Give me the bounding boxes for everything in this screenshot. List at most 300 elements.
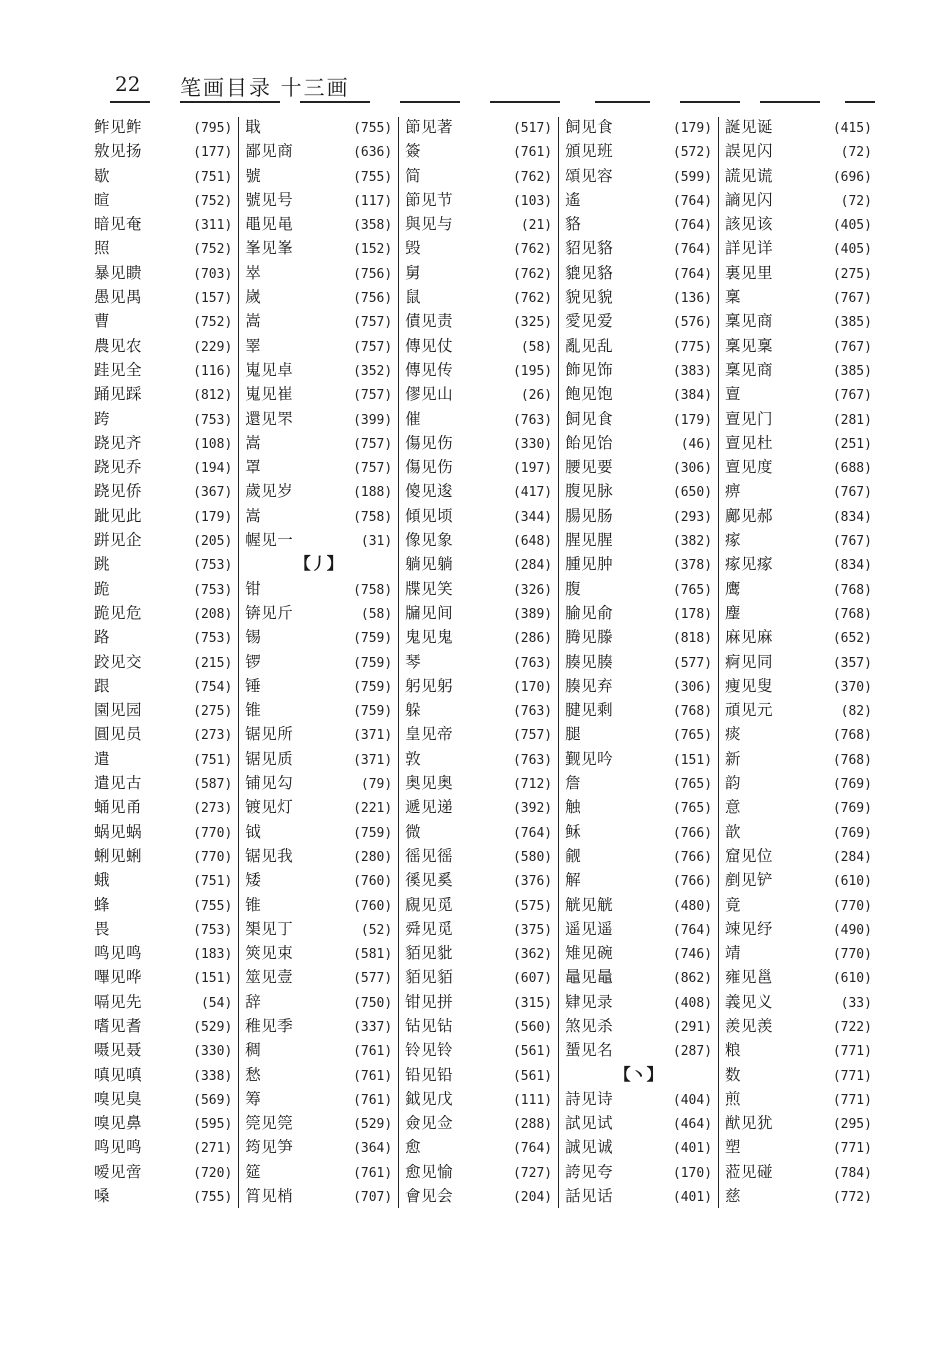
entry-page-ref: (271) — [193, 1141, 233, 1157]
index-entry — [92, 601, 238, 625]
entry-character: 筹 — [245, 1089, 262, 1108]
index-entry — [399, 139, 558, 163]
entry-page-ref: (764) — [672, 193, 713, 209]
index-entry — [92, 382, 238, 406]
entry-character: 鸣见鸣 — [94, 1138, 143, 1157]
entry-page-ref: (170) — [672, 1165, 713, 1181]
index-entry — [719, 747, 878, 771]
index-entry — [92, 1063, 238, 1087]
entry-character: 與见与 — [405, 215, 454, 234]
entry-page-ref: (757) — [353, 315, 393, 331]
entry-page-ref: (766) — [672, 825, 713, 841]
entry-character: 裏见里 — [725, 263, 774, 282]
entry-character: 亶见杜 — [725, 433, 774, 452]
index-entry — [719, 577, 878, 601]
index-entry — [399, 577, 558, 601]
entry-character: 謊见谎 — [725, 166, 774, 185]
entry-character: 鬼见鬼 — [405, 628, 454, 647]
entry-page-ref: (560) — [512, 1019, 553, 1035]
entry-page-ref: (367) — [193, 485, 233, 501]
index-entry — [399, 358, 558, 382]
index-entry — [92, 674, 238, 698]
entry-page-ref: (151) — [193, 971, 233, 987]
entry-page-ref: (58) — [360, 606, 393, 622]
index-entry — [92, 1160, 238, 1184]
entry-character: 嵩 — [245, 506, 262, 525]
entry-character: 傷见伤 — [405, 433, 454, 452]
entry-character: 貉 — [565, 215, 582, 234]
entry-character: 嗝见先 — [94, 992, 143, 1011]
entry-page-ref: (337) — [353, 1019, 393, 1035]
index-entry — [719, 1135, 878, 1159]
entry-page-ref: (281) — [832, 412, 872, 428]
entry-character: 锡 — [245, 628, 262, 647]
index-entry — [239, 1014, 398, 1038]
index-entry — [92, 504, 238, 528]
entry-page-ref: (375) — [512, 922, 553, 938]
entry-page-ref: (136) — [672, 291, 713, 307]
index-entry — [559, 261, 718, 285]
entry-page-ref: (771) — [832, 1044, 872, 1060]
index-entry — [239, 1063, 398, 1087]
entry-character: 解 — [565, 871, 582, 890]
entry-character: 筲见梢 — [245, 1187, 294, 1206]
entry-character: 触 — [565, 798, 582, 817]
index-entry — [399, 1014, 558, 1038]
entry-page-ref: (757) — [353, 436, 393, 452]
index-entry — [559, 334, 718, 358]
entry-character: 峯见峯 — [245, 239, 294, 258]
index-entry — [719, 1160, 878, 1184]
header-title: 笔画目录 十三画 — [180, 76, 350, 100]
entry-character: 飾见饰 — [565, 360, 614, 379]
index-entry — [559, 795, 718, 819]
index-entry — [719, 674, 878, 698]
entry-character: 瘃 — [725, 531, 742, 550]
entry-character: 敫见扬 — [94, 142, 143, 161]
entry-page-ref: (753) — [193, 922, 233, 938]
index-entry — [239, 285, 398, 309]
entry-character: 舅 — [405, 263, 422, 282]
entry-page-ref: (767) — [832, 534, 872, 550]
index-entry — [559, 917, 718, 941]
index-entry — [239, 528, 398, 552]
index-entry — [719, 722, 878, 746]
entry-page-ref: (720) — [193, 1165, 233, 1181]
index-entry — [239, 407, 398, 431]
index-entry — [239, 625, 398, 649]
index-entry — [559, 650, 718, 674]
entry-page-ref: (401) — [672, 1141, 713, 1157]
entry-page-ref: (399) — [353, 412, 393, 428]
entry-page-ref: (371) — [353, 728, 393, 744]
index-entry — [719, 1038, 878, 1062]
entry-character: 鄙见商 — [245, 142, 294, 161]
index-entry — [719, 479, 878, 503]
entry-page-ref: (761) — [353, 1165, 393, 1181]
entry-character: 简 — [405, 166, 422, 185]
entry-character: 亂见乱 — [565, 336, 614, 355]
index-entry — [719, 1087, 878, 1111]
entry-character: 誇见夸 — [565, 1162, 614, 1181]
entry-page-ref: (703) — [193, 266, 233, 282]
entry-page-ref: (117) — [353, 193, 393, 209]
index-entry — [399, 115, 558, 139]
index-entry — [719, 236, 878, 260]
entry-character: 雉见碗 — [565, 944, 614, 963]
entry-page-ref: (326) — [512, 582, 553, 598]
entry-character: 麈 — [725, 603, 742, 622]
index-entry — [399, 455, 558, 479]
entry-character: 頒见班 — [565, 142, 614, 161]
entry-character: 肄见录 — [565, 992, 614, 1011]
entry-page-ref: (760) — [353, 898, 393, 914]
entry-page-ref: (404) — [672, 1092, 713, 1108]
index-entry — [719, 455, 878, 479]
entry-character: 皇见帝 — [405, 725, 454, 744]
entry-page-ref: (54) — [200, 995, 233, 1011]
entry-character: 慈 — [725, 1187, 742, 1206]
entry-character: 琴 — [405, 652, 422, 671]
index-entry — [559, 455, 718, 479]
entry-page-ref: (82) — [840, 704, 872, 720]
entry-character: 觎 — [565, 846, 582, 865]
index-entry — [239, 382, 398, 406]
entry-character: 奥见奥 — [405, 774, 454, 793]
header-rule-segment — [300, 101, 370, 103]
entry-character: 韵 — [725, 774, 742, 793]
entry-page-ref: (325) — [512, 315, 553, 331]
index-entry — [92, 577, 238, 601]
entry-character: 鲊见鲊 — [94, 118, 143, 136]
index-entry — [239, 139, 398, 163]
index-column-1 — [92, 115, 238, 1210]
entry-character: 筵 — [245, 1162, 262, 1181]
index-entry — [239, 601, 398, 625]
entry-character: 嗶见哗 — [94, 968, 143, 987]
index-entry — [719, 504, 878, 528]
entry-character: 徭见徭 — [405, 846, 454, 865]
entry-page-ref: (754) — [193, 679, 233, 695]
entry-character: 崒 — [245, 263, 262, 282]
entry-character: 腠见弃 — [565, 676, 614, 695]
entry-character: 嗳见啻 — [94, 1162, 143, 1181]
entry-character: 铺见勾 — [245, 774, 294, 793]
entry-character: 鹰 — [725, 579, 742, 598]
entry-character: 跷见侨 — [94, 482, 143, 501]
entry-character: 嵗 — [245, 288, 262, 307]
index-entry — [92, 431, 238, 455]
entry-page-ref: (306) — [672, 461, 713, 477]
index-entry — [559, 285, 718, 309]
index-entry — [92, 1038, 238, 1062]
header-rule-segment — [490, 101, 560, 103]
entry-page-ref: (151) — [672, 752, 713, 768]
entry-page-ref: (765) — [672, 582, 713, 598]
index-column-2 — [239, 115, 398, 1210]
entry-page-ref: (766) — [672, 849, 713, 865]
index-entry — [559, 1184, 718, 1208]
index-entry — [92, 1135, 238, 1159]
entry-page-ref: (401) — [672, 1190, 713, 1206]
entry-page-ref: (753) — [193, 631, 233, 647]
index-entry — [559, 358, 718, 382]
entry-page-ref: (357) — [832, 655, 872, 671]
index-entry — [399, 1063, 558, 1087]
index-entry — [399, 795, 558, 819]
entry-character: 傾见顷 — [405, 506, 454, 525]
entry-page-ref: (770) — [832, 898, 872, 914]
entry-character: 誠见诚 — [565, 1138, 614, 1157]
index-entry — [239, 965, 398, 989]
entry-character: 義见义 — [725, 992, 774, 1011]
entry-page-ref: (575) — [512, 898, 553, 914]
index-entry — [719, 358, 878, 382]
index-entry — [559, 139, 718, 163]
entry-page-ref: (280) — [353, 849, 393, 865]
index-entry — [239, 164, 398, 188]
entry-character: 钺 — [245, 822, 262, 841]
entry-character: 筠见笋 — [245, 1138, 294, 1157]
entry-character: 辞 — [245, 992, 262, 1011]
entry-page-ref: (767) — [832, 291, 872, 307]
entry-page-ref: (761) — [353, 1068, 393, 1084]
entry-character: 僇见山 — [405, 385, 454, 404]
index-entry — [92, 552, 238, 576]
entry-character: 榘见丁 — [245, 919, 294, 938]
index-entry — [399, 504, 558, 528]
index-entry — [719, 601, 878, 625]
index-entry — [92, 965, 238, 989]
entry-page-ref: (696) — [832, 169, 872, 185]
index-entry — [92, 625, 238, 649]
entry-character: 窟见位 — [725, 846, 774, 865]
index-entry — [399, 698, 558, 722]
index-entry — [559, 625, 718, 649]
entry-character: 踊见踩 — [94, 385, 143, 404]
index-entry — [399, 407, 558, 431]
index-entry — [239, 358, 398, 382]
entry-page-ref: (315) — [512, 995, 553, 1011]
index-entry — [399, 552, 558, 576]
entry-character: 曹 — [94, 312, 111, 331]
entry-page-ref: (382) — [672, 534, 713, 550]
index-entry — [559, 722, 718, 746]
entry-page-ref: (205) — [193, 534, 233, 550]
index-entry — [719, 407, 878, 431]
index-entry — [559, 747, 718, 771]
entry-page-ref: (384) — [672, 388, 713, 404]
index-entry — [559, 674, 718, 698]
entry-page-ref: (818) — [672, 631, 713, 647]
index-entry — [719, 212, 878, 236]
index-entry — [399, 941, 558, 965]
entry-page-ref: (116) — [193, 363, 233, 379]
index-entry — [559, 1160, 718, 1184]
index-entry — [92, 698, 238, 722]
entry-page-ref: (752) — [193, 242, 233, 258]
entry-character: 嗅见臭 — [94, 1089, 143, 1108]
entry-page-ref: (752) — [193, 193, 233, 209]
entry-character: 鼂见鼂 — [565, 968, 614, 987]
index-entry — [559, 1014, 718, 1038]
entry-character: 亶见度 — [725, 458, 774, 477]
entry-page-ref: (577) — [672, 655, 713, 671]
index-entry — [559, 212, 718, 236]
entry-character: 愈 — [405, 1138, 422, 1157]
entry-character: 铅见铅 — [405, 1065, 454, 1084]
entry-page-ref: (103) — [512, 193, 553, 209]
index-entry — [399, 747, 558, 771]
index-entry — [719, 115, 878, 139]
entry-page-ref: (108) — [193, 436, 233, 452]
entry-character: 锣 — [245, 652, 262, 671]
entry-page-ref: (769) — [832, 777, 872, 793]
entry-page-ref: (572) — [672, 145, 713, 161]
index-entry — [239, 698, 398, 722]
entry-character: 意 — [725, 798, 742, 817]
index-entry — [92, 650, 238, 674]
index-entry — [719, 309, 878, 333]
index-entry — [719, 625, 878, 649]
entry-page-ref: (358) — [353, 218, 393, 234]
entry-page-ref: (757) — [353, 388, 393, 404]
index-column-3 — [399, 115, 558, 1210]
index-entry — [399, 965, 558, 989]
entry-character: 塑 — [725, 1138, 742, 1157]
entry-character: 煎 — [725, 1089, 742, 1108]
entry-page-ref: (762) — [512, 291, 553, 307]
index-entry — [239, 990, 398, 1014]
entry-character: 遥见遥 — [565, 919, 614, 938]
entry-character: 像见象 — [405, 531, 454, 550]
entry-character: 詩见诗 — [565, 1089, 614, 1108]
index-entry — [559, 1135, 718, 1159]
index-entry — [399, 650, 558, 674]
index-entry — [399, 261, 558, 285]
entry-page-ref: (576) — [672, 315, 713, 331]
entry-character: 傷见伤 — [405, 458, 454, 477]
index-entry — [92, 455, 238, 479]
entry-character: 農见农 — [94, 336, 143, 355]
index-entry — [559, 1087, 718, 1111]
entry-character: 暴见瞆 — [94, 263, 143, 282]
entry-page-ref: (763) — [512, 704, 553, 720]
entry-page-ref: (405) — [832, 218, 872, 234]
entry-page-ref: (768) — [672, 704, 713, 720]
entry-page-ref: (275) — [832, 266, 872, 282]
entry-page-ref: (648) — [512, 534, 553, 550]
entry-page-ref: (338) — [193, 1068, 233, 1084]
header-rule-segment — [110, 101, 150, 103]
index-entry — [559, 431, 718, 455]
entry-character: 貊见豼 — [405, 944, 454, 963]
index-entry — [92, 1087, 238, 1111]
index-entry — [719, 965, 878, 989]
entry-page-ref: (275) — [193, 704, 233, 720]
entry-page-ref: (287) — [672, 1044, 713, 1060]
index-entry — [399, 722, 558, 746]
entry-page-ref: (58) — [520, 339, 553, 355]
index-entry — [92, 868, 238, 892]
entry-character: 钳见拼 — [405, 992, 454, 1011]
entry-page-ref: (464) — [672, 1117, 713, 1133]
index-entry — [719, 820, 878, 844]
entry-page-ref: (652) — [832, 631, 872, 647]
entry-page-ref: (650) — [672, 485, 713, 501]
entry-character: 試见试 — [565, 1114, 614, 1133]
index-entry — [399, 1087, 558, 1111]
entry-character: 跐见此 — [94, 506, 143, 525]
entry-page-ref: (763) — [512, 655, 553, 671]
entry-page-ref: (188) — [353, 485, 393, 501]
index-entry — [719, 552, 878, 576]
index-entry — [559, 577, 718, 601]
entry-character: 還见罘 — [245, 409, 294, 428]
entry-character: 雍见邕 — [725, 968, 774, 987]
entry-character: 觐见吟 — [565, 749, 614, 768]
entry-character: 謪见闪 — [725, 190, 774, 209]
index-entry — [92, 893, 238, 917]
entry-page-ref: (378) — [672, 558, 713, 574]
entry-character: 痩见叟 — [725, 676, 774, 695]
entry-character: 僉见佥 — [405, 1114, 454, 1133]
entry-page-ref: (707) — [353, 1190, 393, 1206]
index-entry — [719, 1063, 878, 1087]
entry-character: 歲见岁 — [245, 482, 294, 501]
index-entry — [92, 820, 238, 844]
entry-character: 貊见貊 — [405, 968, 454, 987]
index-entry — [239, 722, 398, 746]
entry-character: 稟见商 — [725, 312, 774, 331]
entry-character: 蜗见蜗 — [94, 822, 143, 841]
entry-page-ref: (764) — [672, 922, 713, 938]
entry-page-ref: (517) — [512, 121, 553, 136]
index-entry — [92, 1184, 238, 1208]
index-entry — [92, 334, 238, 358]
index-entry — [559, 164, 718, 188]
entry-character: 亶见门 — [725, 409, 774, 428]
entry-page-ref: (767) — [832, 388, 872, 404]
entry-character: 腫见肿 — [565, 555, 614, 574]
index-entry — [239, 1111, 398, 1135]
entry-character: 飴见饴 — [565, 433, 614, 452]
entry-page-ref: (775) — [672, 339, 713, 355]
index-entry — [399, 625, 558, 649]
entry-page-ref: (490) — [832, 922, 872, 938]
entry-character: 稠 — [245, 1041, 262, 1060]
entry-character: 竦见纾 — [725, 919, 774, 938]
entry-page-ref: (768) — [832, 582, 872, 598]
index-entry — [559, 479, 718, 503]
entry-page-ref: (480) — [672, 898, 713, 914]
entry-character: 徯见奚 — [405, 871, 454, 890]
index-entry — [399, 285, 558, 309]
entry-character: 遣见古 — [94, 774, 143, 793]
entry-page-ref: (371) — [353, 752, 393, 768]
entry-character: 愈见愉 — [405, 1162, 454, 1181]
entry-page-ref: (759) — [353, 631, 393, 647]
entry-page-ref: (771) — [832, 1092, 872, 1108]
entry-page-ref: (362) — [512, 947, 553, 963]
index-entry — [92, 236, 238, 260]
index-entry — [399, 820, 558, 844]
entry-page-ref: (768) — [832, 752, 872, 768]
entry-page-ref: (311) — [193, 218, 233, 234]
entry-page-ref: (170) — [512, 679, 553, 695]
entry-page-ref: (753) — [193, 558, 233, 574]
entry-character: 腱见剩 — [565, 701, 614, 720]
